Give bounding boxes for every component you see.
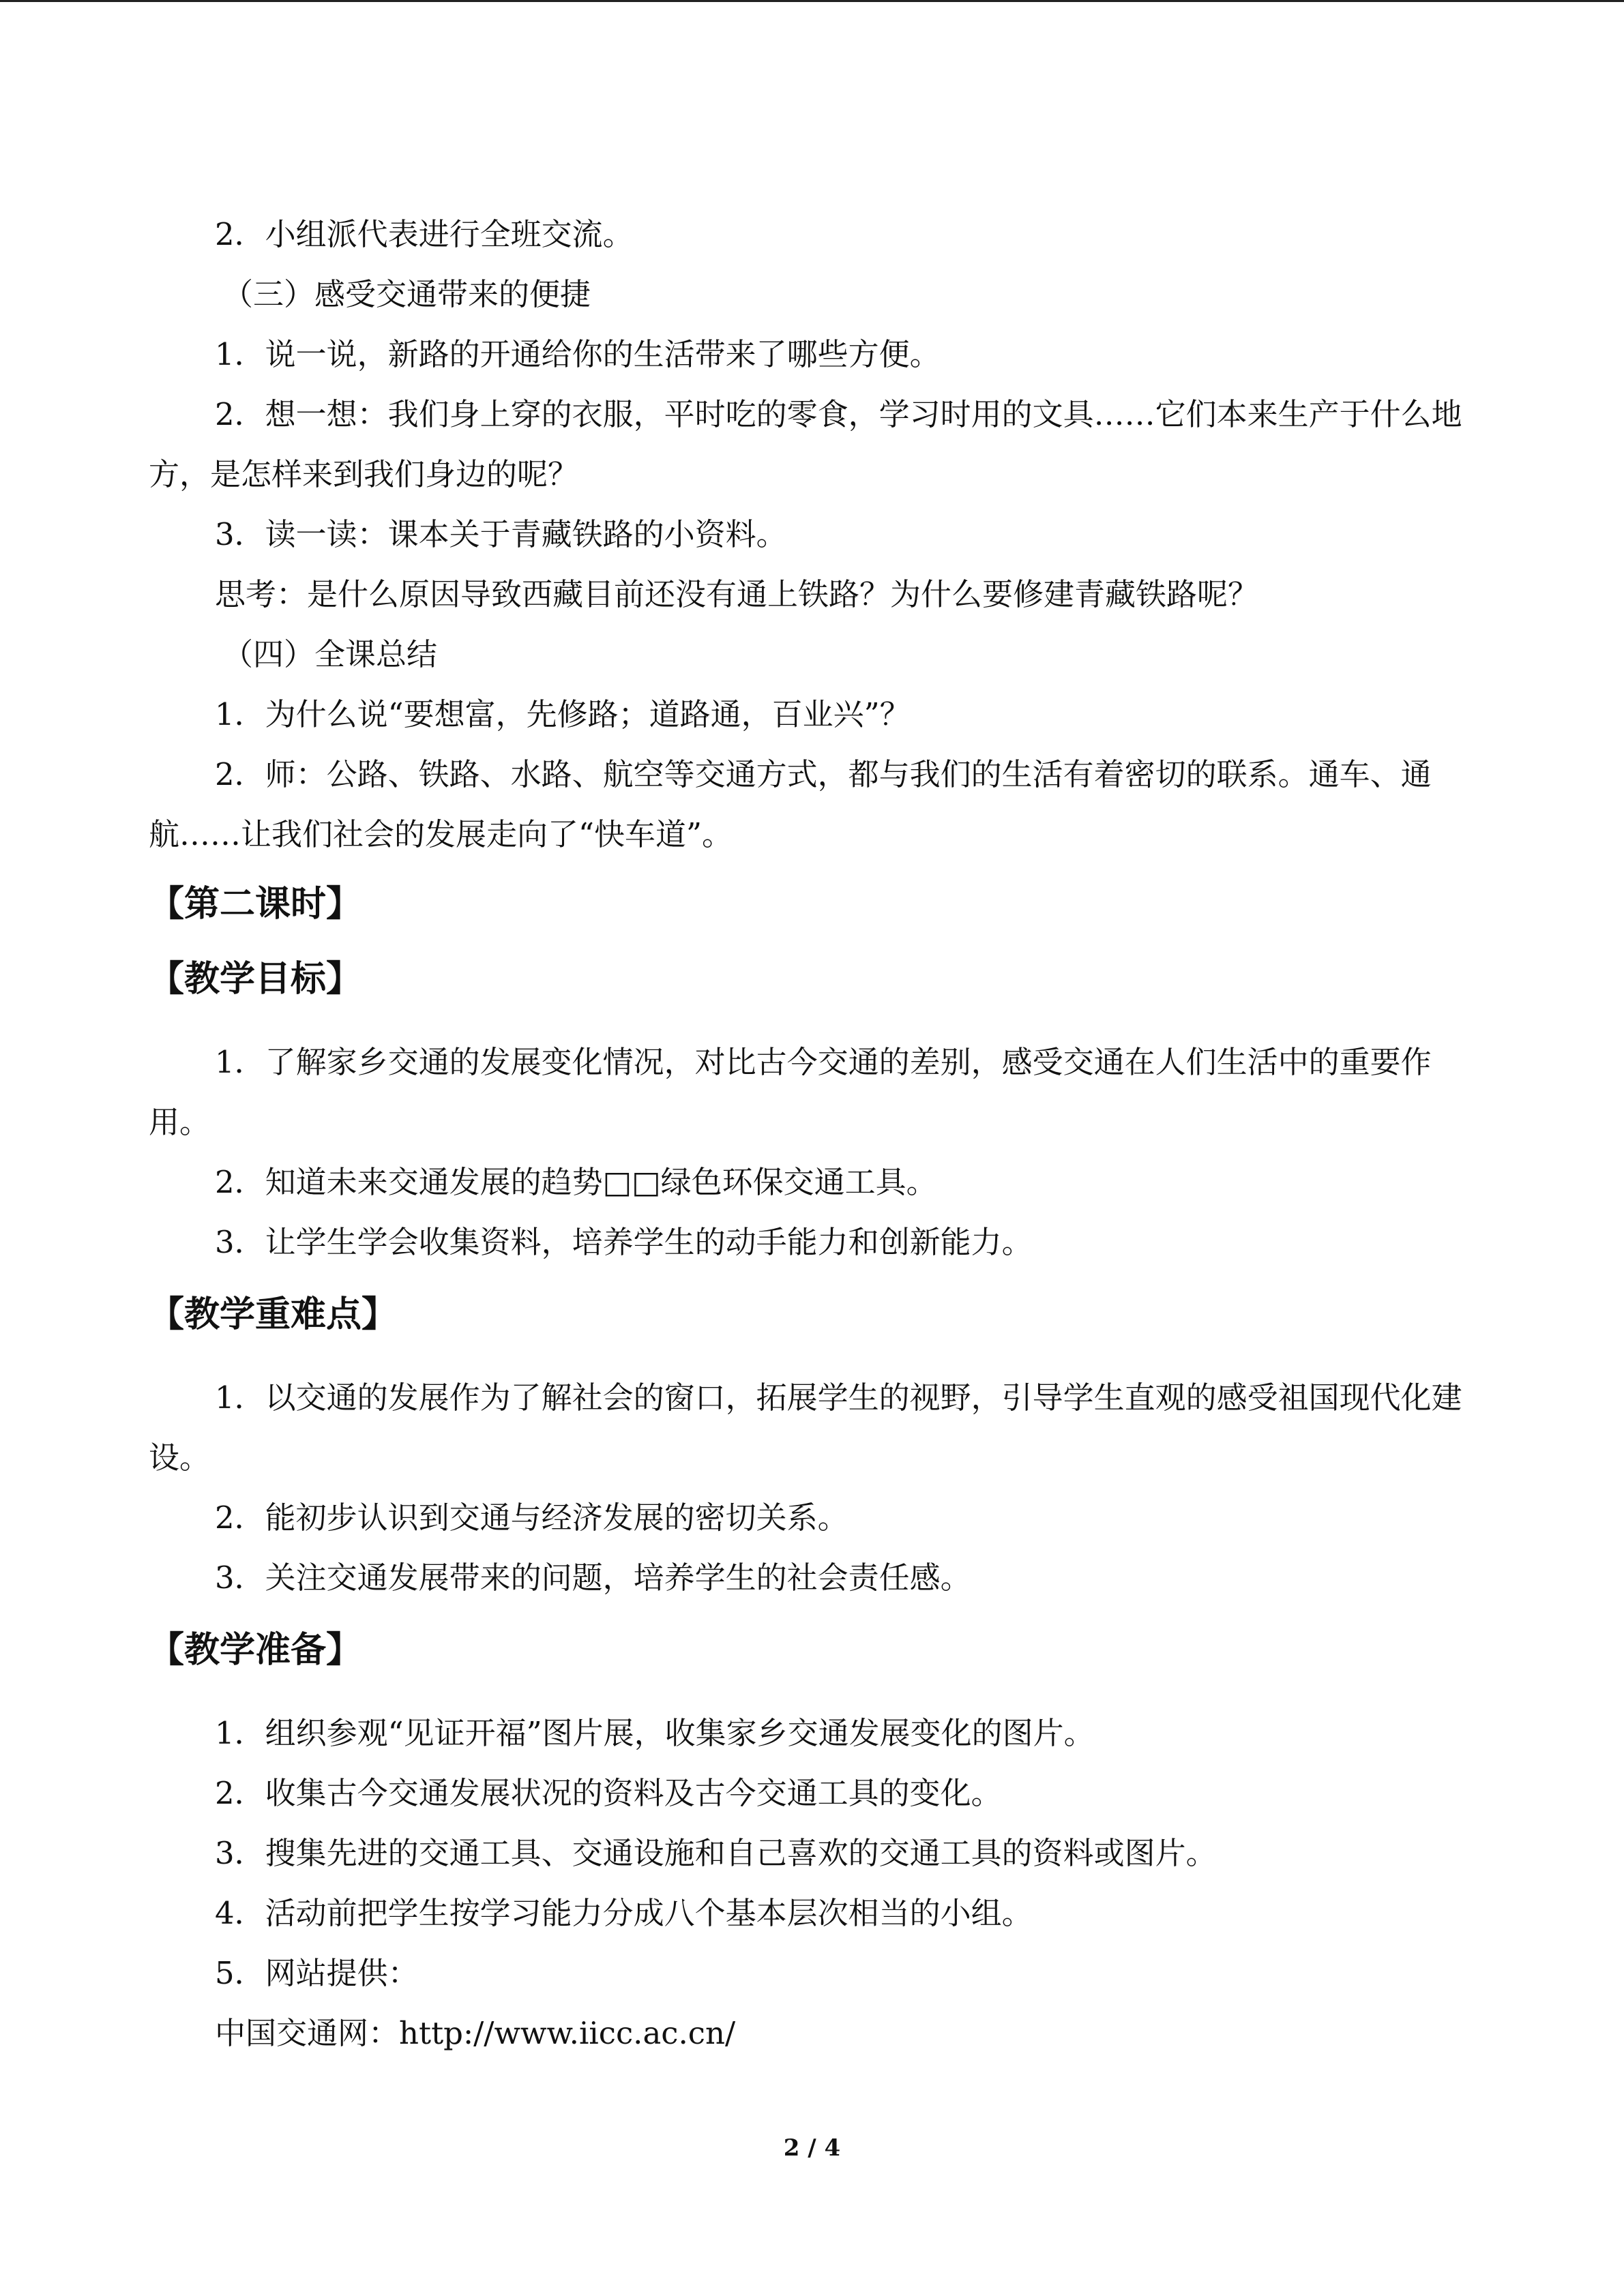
keypoint-item-2: 2．能初步认识到交通与经济发展的密切关系。: [215, 1500, 848, 1536]
preparation-heading: 【教学准备】: [149, 1630, 362, 1671]
document-page: [149, 205, 1475, 2063]
keypoints-heading: 【教学重难点】: [149, 1294, 398, 1335]
part3-think: 思考：是什么原因导致西藏目前还没有通上铁路？为什么要修建青藏铁路呢？: [215, 576, 1259, 612]
prep-item-1: 1．组织参观“见证开福”图片展，收集家乡交通发展变化的图片。: [215, 1715, 1095, 1751]
part3-item-2: 2．想一想：我们身上穿的衣服，平时吃的零食，学习时用的文具……它们本来生产于什么地方，是怎样来到我们身边的呢？: [149, 396, 1462, 492]
goal-item-1: 1．了解家乡交通的发展变化情况，对比古今交通的差别，感受交通在人们生活中的重要作用。: [149, 1044, 1432, 1140]
part4-title: （四）全课总结: [222, 636, 438, 672]
page-number: 2 / 4: [783, 2134, 841, 2162]
website-link[interactable]: 中国交通网：http://www.iicc.ac.cn/: [215, 2015, 736, 2051]
keypoint-item-1: 1．以交通的发展作为了解社会的窗口，拓展学生的视野，引导学生直观的感受祖国现代化建设。: [149, 1380, 1462, 1476]
prep-item-4: 4．活动前把学生按学习能力分成八个基本层次相当的小组。: [215, 1895, 1033, 1931]
part4-item-1: 1．为什么说“要想富，先修路；道路通，百业兴”？: [215, 696, 911, 732]
prep-item-3: 3．搜集先进的交通工具、交通设施和自己喜欢的交通工具的资料或图片。: [215, 1835, 1217, 1871]
goal-item-3: 3．让学生学会收集资料，培养学生的动手能力和创新能力。: [215, 1224, 1033, 1260]
prep-item-2: 2．收集古今交通发展状况的资料及古今交通工具的变化。: [215, 1775, 1002, 1811]
part3-item-1: 1．说一说，新路的开通给你的生活带来了哪些方便。: [215, 336, 941, 372]
lesson-2-heading: 【第二课时】: [149, 884, 362, 925]
goals-heading: 【教学目标】: [149, 959, 362, 1000]
prep-item-5: 5．网站提供：: [215, 1955, 419, 1991]
part4-item-2: 2．师：公路、铁路、水路、航空等交通方式，都与我们的生活有着密切的联系。通车、通航……让我们社会的发展走向了“快车道”。: [149, 756, 1432, 852]
part3-item-3: 3．读一读：课本关于青藏铁路的小资料。: [215, 516, 787, 552]
keypoint-item-3: 3．关注交通发展带来的问题，培养学生的社会责任感。: [215, 1560, 971, 1596]
goal-item-2: 2．知道未来交通发展的趋势□□绿色环保交通工具。: [215, 1164, 937, 1200]
part3-title: （三）感受交通带来的便捷: [222, 276, 591, 312]
top-border-line: [0, 0, 1624, 2]
group-report-item: 2．小组派代表进行全班交流。: [215, 216, 634, 252]
